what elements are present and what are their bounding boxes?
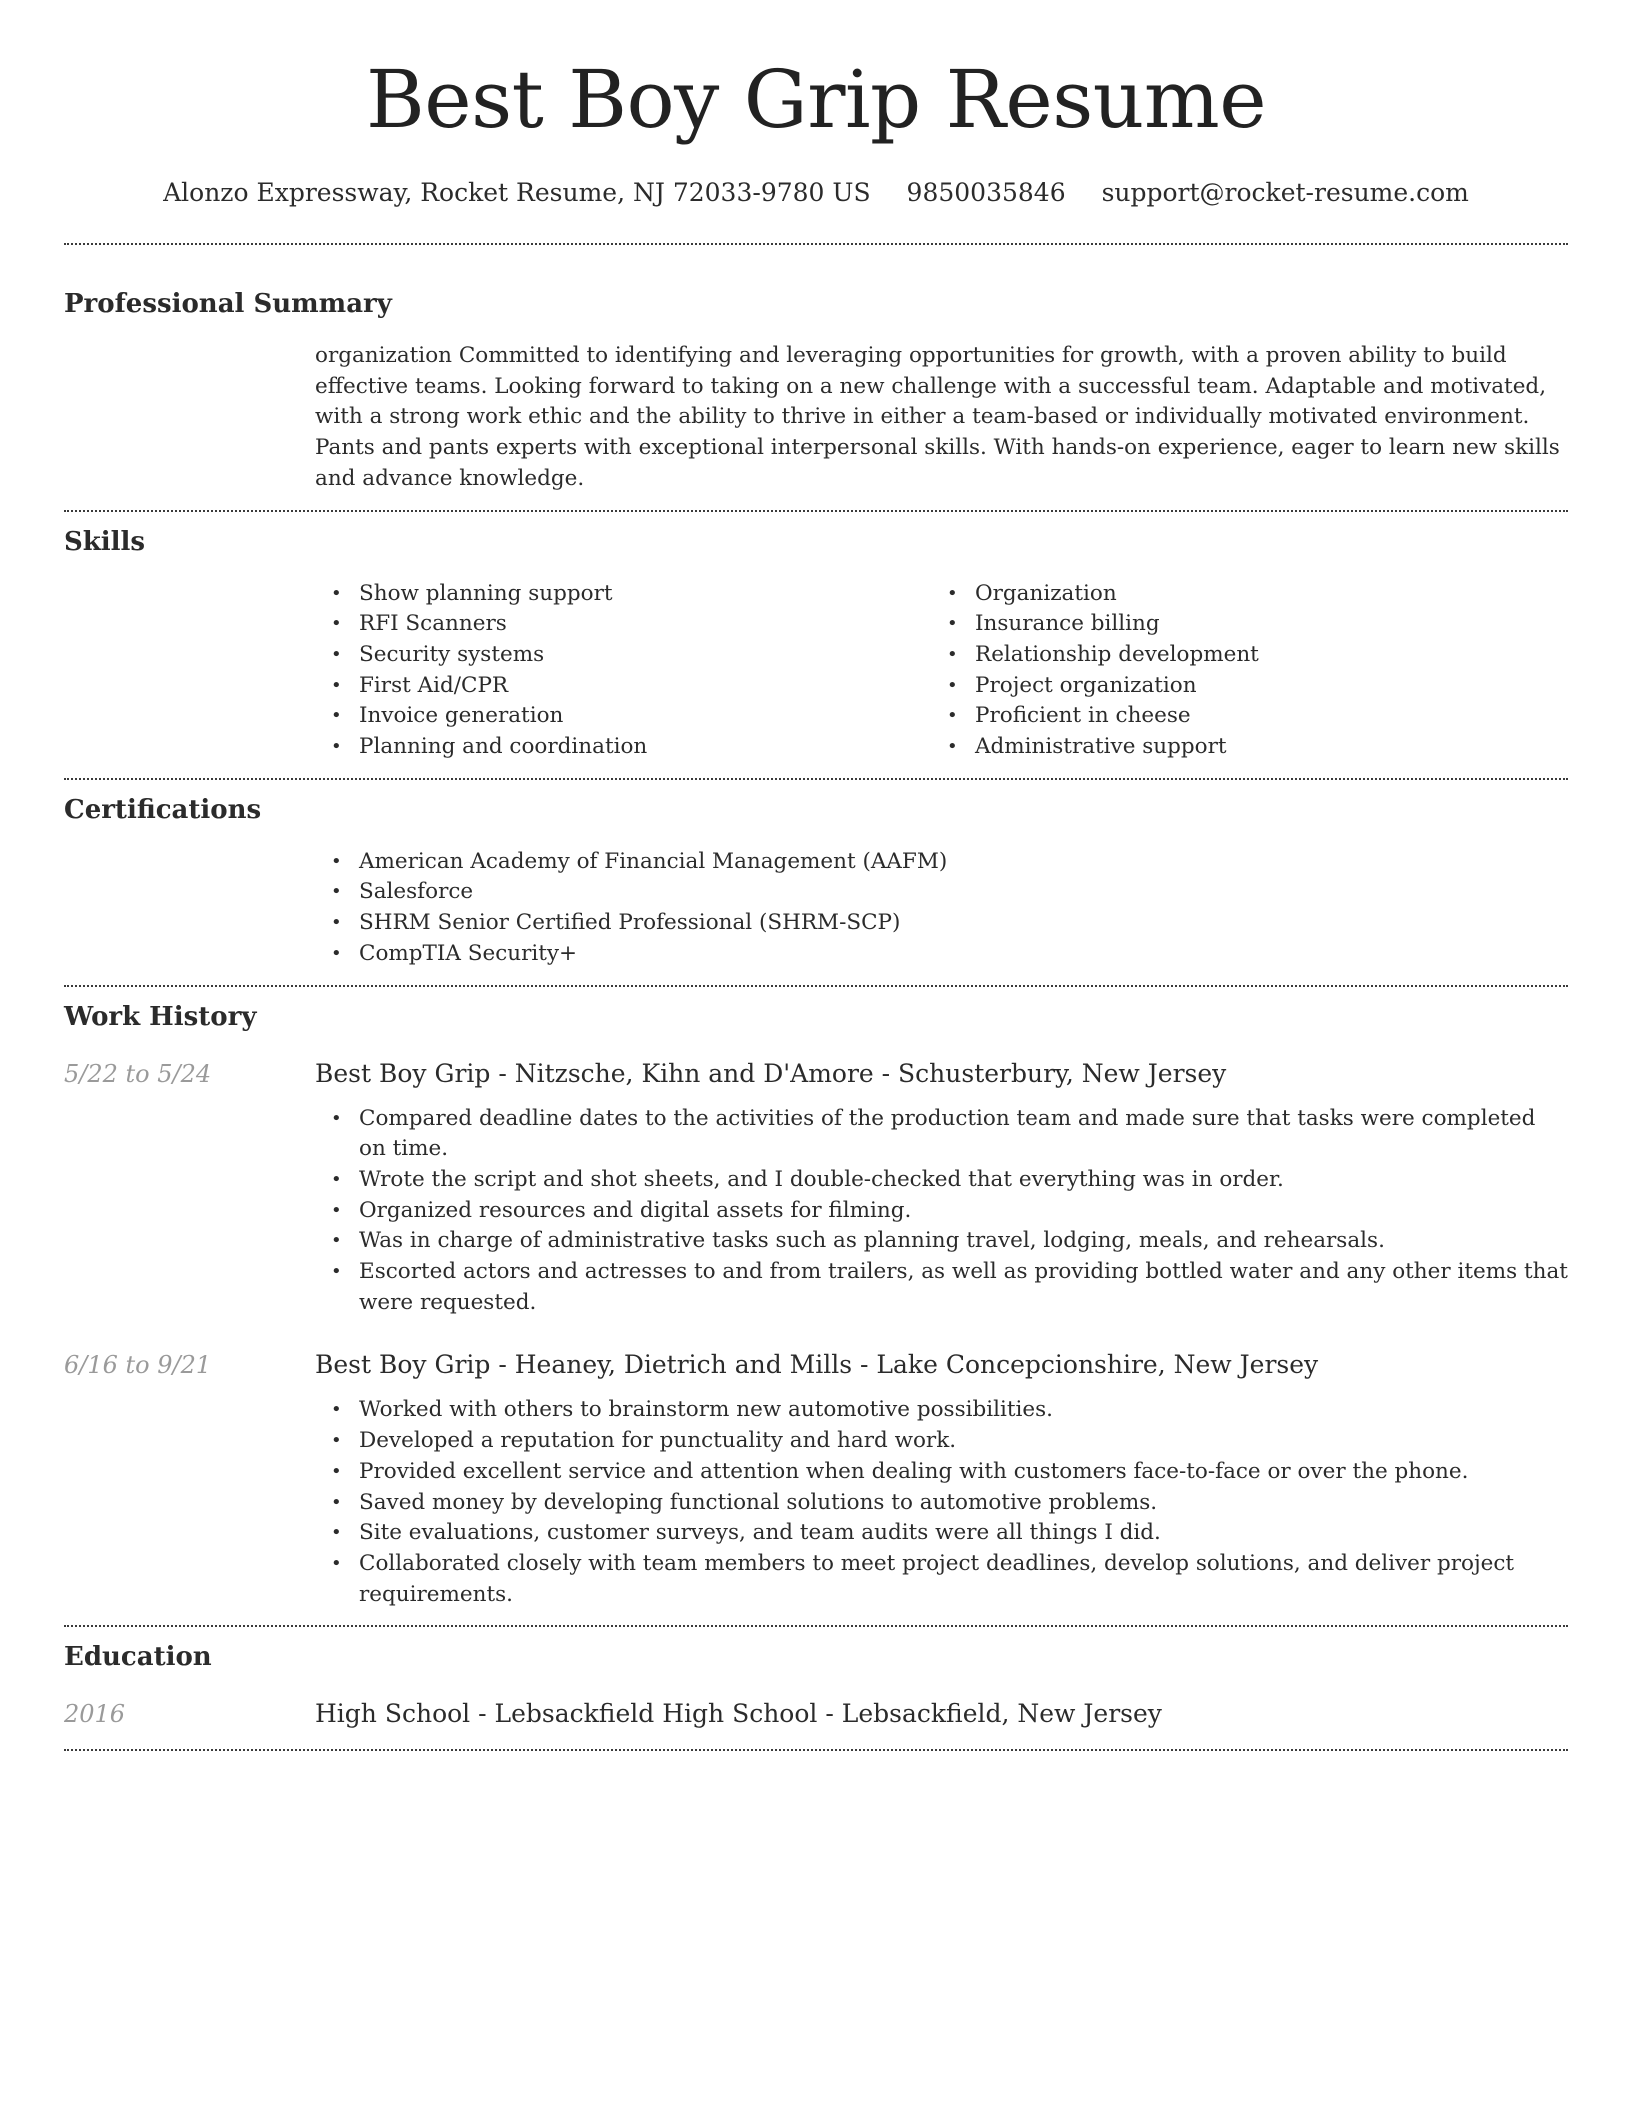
job-bullet: • Saved money by developing functional solutions to automotive problems. — [315, 1488, 1568, 1519]
job-dates: 6/16 to 9/21 — [64, 1351, 212, 1380]
job-bullet: • Provided excellent service and attention when dealing with customers face-to-face or over the phone. — [315, 1457, 1568, 1488]
skill-item: • Invoice generation — [315, 701, 931, 732]
divider — [64, 243, 1568, 245]
skill-item: • Insurance billing — [931, 609, 1547, 640]
skills-list-right — [931, 579, 1547, 763]
job-bullets — [315, 1395, 1568, 1610]
divider — [64, 985, 1568, 987]
certification-item: • American Academy of Financial Management (AAFM) — [315, 847, 1568, 878]
summary-section — [64, 287, 1568, 495]
job-bullet: • Escorted actors and actresses to and from trailers, as well as providing bottled water and any other items that were requested. — [315, 1257, 1568, 1318]
job-bullet: • Was in charge of administrative tasks such as planning travel, lodging, meals, and rehearsals. — [315, 1226, 1568, 1257]
skill-item: • Relationship development — [931, 640, 1547, 671]
divider — [64, 510, 1568, 512]
skills-grid — [315, 579, 1568, 763]
work-heading: Work History — [64, 1001, 257, 1032]
job-title: Best Boy Grip - Nitzsche, Kihn and D'Amore - Schusterbury, New Jersey — [315, 1058, 1227, 1088]
education-title: High School - Lebsackfield High School - Lebsackfield, New Jersey — [315, 1699, 1162, 1729]
skill-item: • Proficient in cheese — [931, 701, 1547, 732]
job-dates: 5/22 to 5/24 — [64, 1059, 212, 1088]
summary-text: organization Committed to identifying and leveraging opportunities for growth, with a proven ability to build effective teams. Looking forward to taking on a new challenge with a successful team. Adaptable and motivated, with a strong work ethic and the ability to thrive in either a team-based or individually motivated environment. Pants and pants experts with exceptional interpersonal skills. With hands-on experience, eager to learn new skills and advance knowledge. — [315, 343, 1560, 491]
contact-phone: 9850035846 — [906, 178, 1066, 207]
job-bullet: • Compared deadline dates to the activities of the production team and made sure that tasks were completed on time. — [315, 1104, 1568, 1165]
skill-item: • Organization — [931, 579, 1547, 610]
job-entry — [64, 1348, 1568, 1610]
work-section — [64, 1000, 1568, 1611]
job-bullet: • Worked with others to brainstorm new automotive possibilities. — [315, 1395, 1568, 1426]
divider — [64, 1625, 1568, 1627]
job-bullet: • Organized resources and digital assets for filming. — [315, 1196, 1568, 1227]
skill-item: • Project organization — [931, 671, 1547, 702]
certification-item: • Salesforce — [315, 877, 1568, 908]
contact-email: support@rocket-resume.com — [1101, 178, 1469, 207]
job-bullet: • Collaborated closely with team members to meet project deadlines, develop solutions, and deliver project requirements. — [315, 1549, 1568, 1610]
skills-heading: Skills — [64, 526, 146, 557]
education-entry — [64, 1697, 1568, 1731]
education-section — [64, 1640, 1568, 1731]
contact-line — [64, 176, 1568, 210]
skill-item: • Show planning support — [315, 579, 931, 610]
job-bullet: • Developed a reputation for punctuality and hard work. — [315, 1426, 1568, 1457]
resume-page — [64, 0, 1568, 1751]
skill-item: • Security systems — [315, 640, 931, 671]
skill-item: • Planning and coordination — [315, 732, 931, 763]
education-year: 2016 — [64, 1700, 126, 1729]
contact-address: Alonzo Expressway, Rocket Resume, NJ 72033-9780 US — [163, 178, 871, 207]
skill-item: • RFI Scanners — [315, 609, 931, 640]
certifications-list — [315, 847, 1568, 970]
certification-item: • CompTIA Security+ — [315, 939, 1568, 970]
certifications-section — [64, 793, 1568, 970]
summary-heading: Professional Summary — [64, 289, 392, 319]
divider — [64, 778, 1568, 780]
resume-title: Best Boy Grip Resume — [365, 53, 1267, 146]
education-heading: Education — [64, 1642, 212, 1673]
skills-section — [64, 525, 1568, 763]
divider — [64, 1749, 1568, 1751]
job-entry — [64, 1057, 1568, 1319]
certification-item: • SHRM Senior Certified Professional (SHRM-SCP) — [315, 908, 1568, 939]
skill-item: • First Aid/CPR — [315, 671, 931, 702]
skill-item: • Administrative support — [931, 732, 1547, 763]
job-bullets — [315, 1104, 1568, 1319]
job-bullet: • Wrote the script and shot sheets, and I double-checked that everything was in order. — [315, 1165, 1568, 1196]
job-title: Best Boy Grip - Heaney, Dietrich and Mills - Lake Concepcionshire, New Jersey — [315, 1350, 1319, 1380]
skills-list-left — [315, 579, 931, 763]
certifications-heading: Certifications — [64, 794, 262, 825]
job-bullet: • Site evaluations, customer surveys, and team audits were all things I did. — [315, 1518, 1568, 1549]
